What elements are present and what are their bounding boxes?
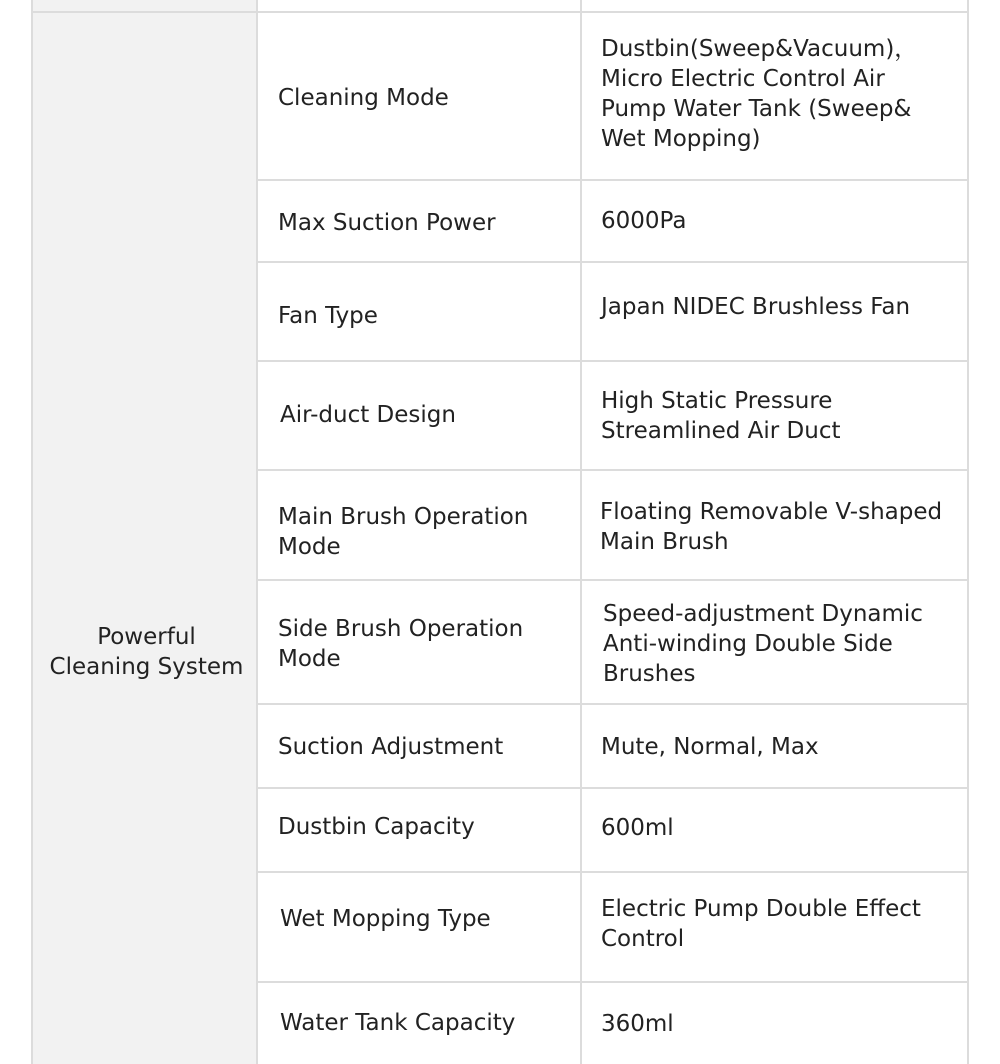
spec-label: Suction Adjustment <box>278 734 504 760</box>
spec-label: Wet Mopping Type <box>280 906 491 932</box>
row-divider <box>258 787 967 789</box>
row-divider <box>258 179 967 181</box>
row-divider <box>258 360 967 362</box>
spec-label: Main Brush Operation Mode <box>278 504 529 560</box>
spec-label: Dustbin Capacity <box>278 814 475 840</box>
divider <box>33 11 256 13</box>
spec-value: 6000Pa <box>601 208 687 234</box>
row-divider <box>258 981 967 983</box>
spec-value: 360ml <box>601 1011 674 1037</box>
spec-label: Cleaning Mode <box>278 85 449 111</box>
spec-value: Dustbin(Sweep&Vacuum)，Micro Electric Control Air Pump Water Tank (Sweep& Wet Mopping) <box>601 36 918 152</box>
spec-label: Max Suction Power <box>278 210 496 236</box>
spec-value: Japan NIDEC Brushless Fan <box>601 294 911 320</box>
row-divider <box>258 261 967 263</box>
spec-value: Electric Pump Double Effect Control <box>601 896 921 952</box>
category-column <box>31 0 258 1064</box>
spec-label: Water Tank Capacity <box>280 1010 516 1036</box>
row-divider <box>258 579 967 581</box>
spec-value: Mute, Normal, Max <box>601 734 819 760</box>
spec-label: Air-duct Design <box>280 402 456 428</box>
row-divider <box>258 469 967 471</box>
category-label: Powerful Cleaning System <box>49 624 244 680</box>
spec-label: Side Brush Operation Mode <box>278 616 524 672</box>
spec-value: Floating Removable V-shaped Main Brush <box>600 499 943 555</box>
column-divider <box>580 0 582 1064</box>
spec-value: High Static Pressure Streamlined Air Duct <box>601 388 841 444</box>
spec-label: Fan Type <box>278 303 378 329</box>
spec-value: Speed-adjustment Dynamic Anti-winding Double Side Brushes <box>603 601 923 687</box>
row-divider <box>258 703 967 705</box>
spec-value: 600ml <box>601 815 674 841</box>
row-divider <box>258 11 967 13</box>
row-divider <box>258 871 967 873</box>
spec-table <box>258 0 969 1064</box>
